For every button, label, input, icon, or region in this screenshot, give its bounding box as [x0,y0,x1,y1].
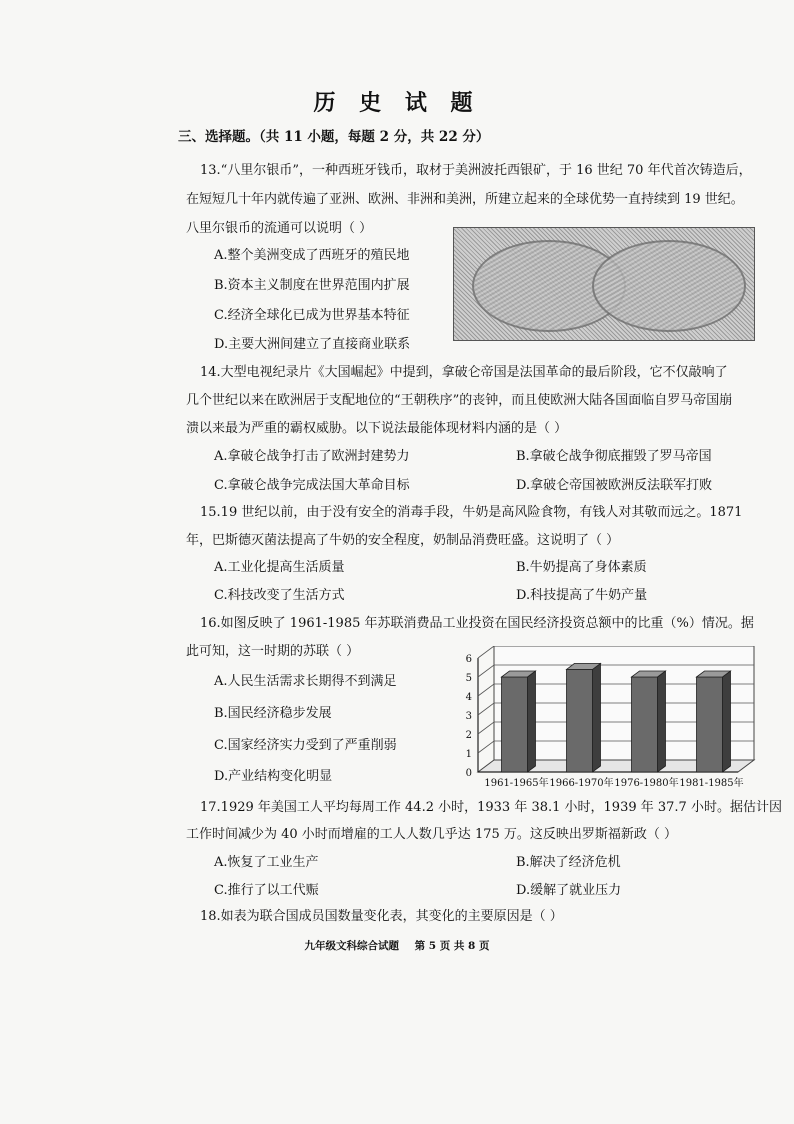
chart-y-tick-label: 3 [465,711,472,722]
q16-option-c[interactable]: C.国家经济实力受到了严重削弱 [214,738,397,753]
chart-x-tick-label: 1961-1965年 [484,778,549,789]
q17-option-a[interactable]: A.恢复了工业生产 [214,855,319,870]
q16-option-b[interactable]: B.国民经济稳步发展 [214,706,332,721]
chart-y-tick-label: 5 [465,673,472,684]
q15-option-b[interactable]: B.牛奶提高了身体素质 [516,560,647,575]
q16-line-2: 此可知，这一时期的苏联（ ） [186,644,360,659]
q17-option-b[interactable]: B.解决了经济危机 [516,855,621,870]
chart-bar-side [658,671,666,772]
chart-x-tick-label: 1976-1980年 [614,778,679,789]
footer-exam-name: 九年级文科综合试题 [304,940,399,952]
q14-option-d[interactable]: D.拿破仑帝国被欧洲反法联军打败 [516,478,713,493]
q15-line-2: 年，巴斯德灭菌法提高了牛奶的安全程度，奶制品消费旺盛。这说明了（ ） [186,533,620,548]
section-heading: 三、选择题。（共 11 小题，每题 2 分，共 22 分） [178,129,490,145]
q16-option-d[interactable]: D.产业结构变化明显 [214,769,333,784]
map-illustration [453,227,755,341]
q17-option-d[interactable]: D.缓解了就业压力 [516,883,622,898]
q13-line-3: 八里尔银币的流通可以说明（ ） [186,221,373,236]
q16-option-a[interactable]: A.人民生活需求长期得不到满足 [214,674,397,689]
chart-y-tick-label: 0 [465,768,472,779]
q15-line-1: 15.19 世纪以前，由于没有安全的消毒手段，牛奶是高风险食物，有钱人对其敬而远之。1871 [200,505,743,520]
q15-option-c[interactable]: C.科技改变了生活方式 [214,588,345,603]
q14-option-b[interactable]: B.拿破仑战争彻底摧毁了罗马帝国 [516,449,712,464]
q13-option-a[interactable]: A.整个美洲变成了西班牙的殖民地 [214,248,410,263]
chart-y-tick-label: 2 [465,730,472,741]
q13-option-b[interactable]: B.资本主义制度在世界范围内扩展 [214,278,410,293]
q13-option-c[interactable]: C.经济全球化已成为世界基本特征 [214,308,410,323]
q13-line-1: 13.“八里尔银币”，一种西班牙钱币，取材于美洲波托西银矿，于 16 世纪 70 年代首次铸造后， [200,163,752,178]
chart-bar-side [528,671,536,772]
q14-line-1: 14.大型电视纪录片《大国崛起》中提到，拿破仑帝国是法国革命的最后阶段，它不仅敲响了 [200,365,728,380]
q14-line-2: 几个世纪以来在欧洲居于支配地位的“王朝秩序”的丧钟，而且使欧洲大陆各国面临自罗马帝国崩 [186,393,733,408]
investment-chart-svg [456,646,756,792]
chart-x-tick-label: 1981-1985年 [679,778,744,789]
chart-y-tick-label: 4 [465,692,472,703]
q14-option-a[interactable]: A.拿破仑战争打击了欧洲封建势力 [214,449,410,464]
chart-y-tick-label: 1 [465,749,472,760]
investment-chart [456,646,756,792]
q18-line-1: 18.如表为联合国成员国数量变化表，其变化的主要原因是（ ） [200,909,563,924]
chart-bar [697,677,723,772]
q16-line-1: 16.如图反映了 1961-1985 年苏联消费品工业投资在国民经济投资总额中的比重（%）情况。据 [200,616,754,631]
q14-option-c[interactable]: C.拿破仑战争完成法国大革命目标 [214,478,410,493]
page-footer [0,938,794,953]
chart-bar [632,677,658,772]
q15-option-a[interactable]: A.工业化提高生活质量 [214,560,345,575]
q13-option-d[interactable]: D.主要大洲间建立了直接商业联系 [214,337,411,352]
q15-option-d[interactable]: D.科技提高了牛奶产量 [516,588,648,603]
footer-page-number: 第 5 页 共 8 页 [414,940,490,952]
chart-bar [502,677,528,772]
chart-bar-side [593,663,601,772]
chart-y-tick-label: 6 [465,654,472,665]
q13-line-2: 在短短几十年内就传遍了亚洲、欧洲、非洲和美洲，所建立起来的全球优势一直持续到 19 世纪。 [186,192,744,207]
chart-bar-side [723,671,731,772]
q14-line-3: 溃以来最为严重的霸权威胁。以下说法最能体现材料内涵的是（ ） [186,421,568,436]
q17-line-2: 工作时间减少为 40 小时而增雇的工人人数几乎达 175 万。这反映出罗斯福新政（ ） [186,827,678,842]
page-title: 历 史 试 题 [313,91,481,116]
q17-line-1: 17.1929 年美国工人平均每周工作 44.2 小时，1933 年 38.1 小时，1939 年 37.7 小时。据估计因 [200,800,782,815]
chart-x-tick-label: 1966-1970年 [549,778,614,789]
q17-option-c[interactable]: C.推行了以工代赈 [214,883,319,898]
map-globe-right [592,240,746,332]
chart-bar [567,669,593,772]
